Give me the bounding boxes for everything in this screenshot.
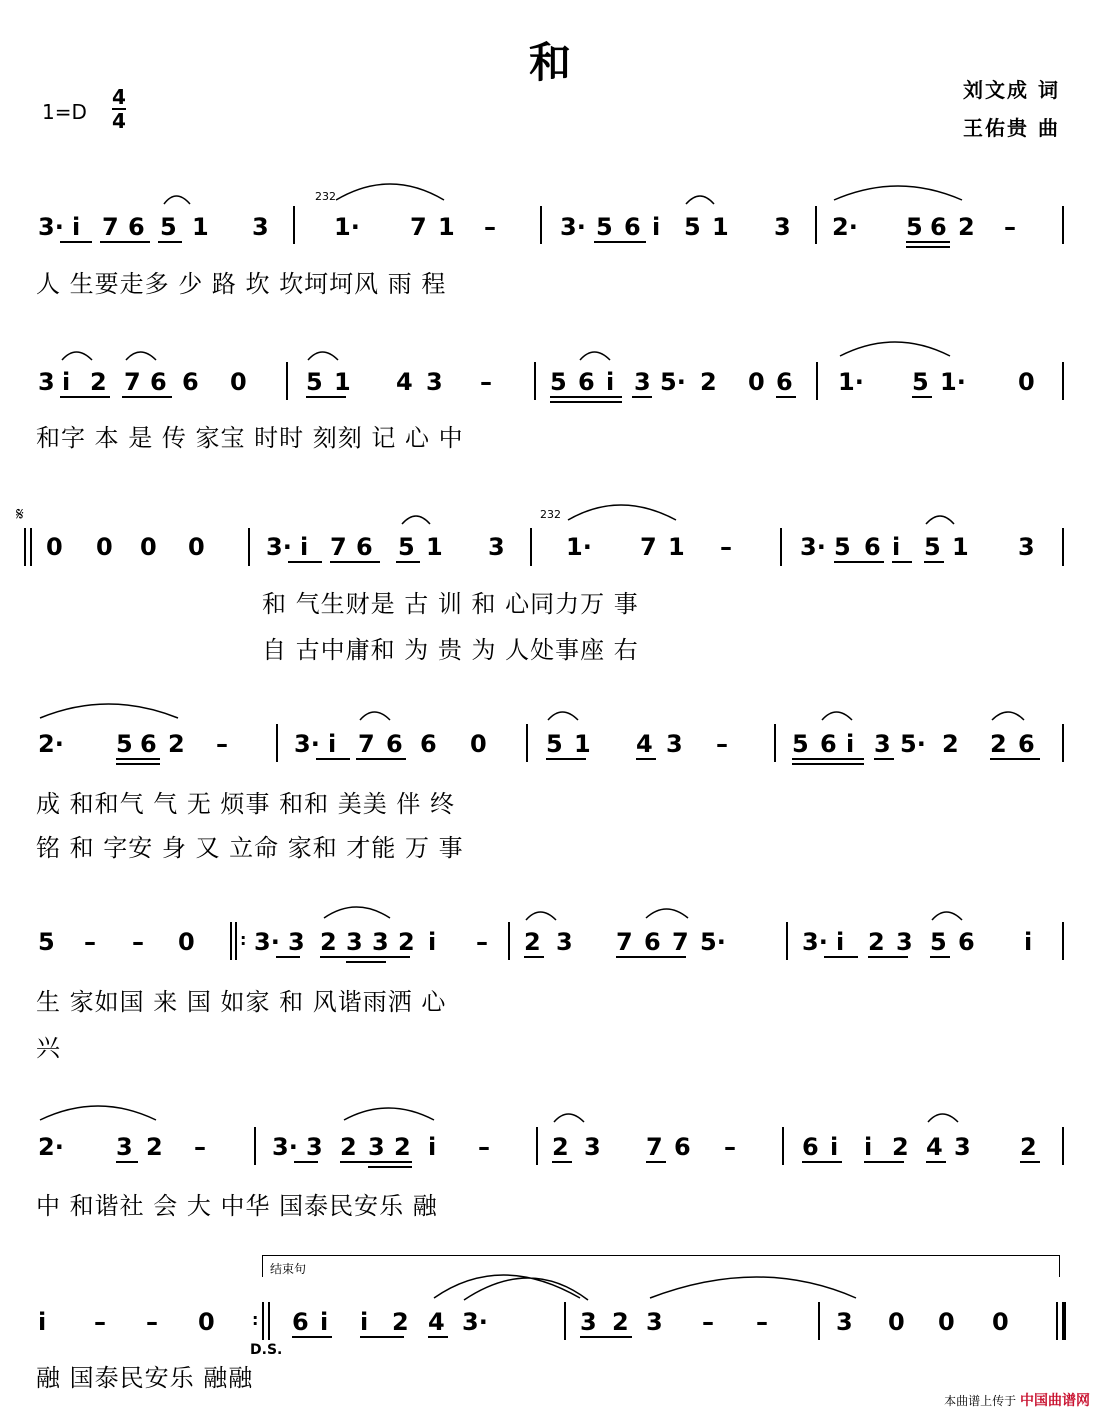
svg-text:3: 3 (896, 928, 913, 956)
svg-text:i: i (320, 1308, 329, 1336)
svg-text:6: 6 (386, 730, 403, 758)
svg-text:3: 3 (488, 533, 505, 561)
svg-text:3: 3 (774, 213, 791, 241)
svg-text:4: 4 (926, 1133, 943, 1161)
svg-text:5: 5 (912, 368, 929, 396)
svg-text:1: 1 (712, 213, 729, 241)
svg-text:2: 2 (700, 368, 717, 396)
svg-text:2: 2 (320, 928, 337, 956)
svg-text:i: i (328, 730, 337, 758)
svg-text:–: – (720, 533, 732, 561)
svg-text:1: 1 (426, 533, 443, 561)
svg-text:i: i (836, 928, 845, 956)
svg-text:2·: 2· (38, 1133, 64, 1161)
svg-text:3: 3 (666, 730, 683, 758)
site-logo-text[interactable]: 中国曲谱网 (1020, 1393, 1090, 1409)
svg-text:0: 0 (888, 1308, 905, 1336)
svg-text:–: – (702, 1308, 714, 1336)
svg-text:3·: 3· (38, 213, 64, 241)
lyricist-credit: 刘文成 词 (963, 78, 1060, 102)
svg-text:3: 3 (368, 1133, 385, 1161)
svg-text:i: i (428, 1133, 437, 1161)
svg-text:6: 6 (802, 1133, 819, 1161)
svg-text:2: 2 (990, 730, 1007, 758)
svg-text:3·: 3· (462, 1308, 488, 1336)
svg-text:0: 0 (992, 1308, 1009, 1336)
svg-text:6: 6 (674, 1133, 691, 1161)
svg-text:3·: 3· (266, 533, 292, 561)
svg-text:i: i (892, 533, 901, 561)
svg-text:1: 1 (192, 213, 209, 241)
svg-text:i: i (1024, 928, 1033, 956)
svg-text:5: 5 (116, 730, 133, 758)
svg-text:0: 0 (470, 730, 487, 758)
svg-text:i: i (300, 533, 309, 561)
svg-text:0: 0 (178, 928, 195, 956)
svg-text:1·: 1· (334, 213, 360, 241)
svg-text:7: 7 (410, 213, 427, 241)
svg-text:7: 7 (646, 1133, 663, 1161)
svg-text:5: 5 (930, 928, 947, 956)
svg-text:232: 232 (540, 508, 561, 521)
svg-text:2: 2 (958, 213, 975, 241)
svg-text:6: 6 (356, 533, 373, 561)
svg-text:3: 3 (288, 928, 305, 956)
svg-text:i: i (38, 1308, 47, 1336)
upload-footer (944, 1390, 1090, 1410)
svg-text:6: 6 (182, 368, 199, 396)
grace-note: 232 (315, 190, 336, 203)
svg-text:2: 2 (1020, 1133, 1037, 1161)
svg-text:4: 4 (396, 368, 413, 396)
svg-text:1: 1 (952, 533, 969, 561)
segno-sign: 𝄋 (16, 504, 24, 525)
svg-text:5·: 5· (700, 928, 726, 956)
row-2 (38, 342, 1064, 402)
svg-text:i: i (72, 213, 81, 241)
svg-text:3: 3 (634, 368, 651, 396)
svg-text:–: – (84, 928, 96, 956)
ds-label: D.S. (250, 1342, 283, 1358)
svg-text:7: 7 (616, 928, 633, 956)
svg-text:–: – (146, 1308, 158, 1336)
svg-text:i: i (606, 368, 615, 396)
svg-text:7: 7 (330, 533, 347, 561)
svg-text:1: 1 (668, 533, 685, 561)
svg-text:3: 3 (426, 368, 443, 396)
svg-text:2: 2 (942, 730, 959, 758)
svg-text:2: 2 (340, 1133, 357, 1161)
svg-text:3: 3 (874, 730, 891, 758)
lyrics-row-7: 融 国泰民安乐 融融 (36, 1364, 254, 1392)
key-signature: 1=D (42, 100, 87, 124)
svg-text:–: – (716, 730, 728, 758)
song-title: 和 (528, 38, 571, 87)
svg-text:i: i (846, 730, 855, 758)
svg-text:6: 6 (578, 368, 595, 396)
svg-text:5: 5 (906, 213, 923, 241)
svg-text:0: 0 (748, 368, 765, 396)
svg-text:3: 3 (372, 928, 389, 956)
svg-text:1: 1 (334, 368, 351, 396)
svg-text::: : (252, 1310, 259, 1329)
lyrics-row-5: 生 家如国 来 国 如家 和 风谐雨洒 心 (36, 988, 447, 1016)
row-1 (38, 184, 1064, 247)
svg-text:2: 2 (146, 1133, 163, 1161)
svg-text:1: 1 (574, 730, 591, 758)
svg-text:2: 2 (392, 1308, 409, 1336)
svg-text:3: 3 (38, 368, 55, 396)
svg-text:i: i (830, 1133, 839, 1161)
svg-text:2: 2 (612, 1308, 629, 1336)
lyrics-row-3-verse-1: 和 气生财是 古 训 和 心同力万 事 (262, 590, 639, 618)
lyrics-row-2: 和字 本 是 传 家宝 时时 刻刻 记 心 中 (36, 424, 464, 452)
svg-text:–: – (216, 730, 228, 758)
svg-text:6: 6 (1018, 730, 1035, 758)
svg-text:2: 2 (168, 730, 185, 758)
svg-text:3: 3 (556, 928, 573, 956)
svg-text:6: 6 (140, 730, 157, 758)
svg-text:3: 3 (584, 1133, 601, 1161)
svg-text:i: i (62, 368, 71, 396)
lyrics-row-1: 人 生要走多 少 路 坎 坎坷坷风 雨 程 (36, 270, 447, 298)
svg-text:2: 2 (394, 1133, 411, 1161)
svg-text:5: 5 (160, 213, 177, 241)
svg-text:3·: 3· (272, 1133, 298, 1161)
svg-text:–: – (724, 1133, 736, 1161)
svg-text:6: 6 (292, 1308, 309, 1336)
row-5 (38, 907, 1064, 962)
lyrics-row-6: 中 和谐社 会 大 中华 国泰民安乐 融 (36, 1192, 438, 1220)
svg-text:2: 2 (552, 1133, 569, 1161)
svg-text:2: 2 (524, 928, 541, 956)
lyrics-row-3-verse-2: 自 古中庸和 为 贵 为 人处事座 右 (262, 636, 639, 664)
svg-text:6: 6 (128, 213, 145, 241)
row-4 (38, 704, 1064, 764)
svg-text:5: 5 (834, 533, 851, 561)
svg-text:3: 3 (252, 213, 269, 241)
svg-text:3: 3 (954, 1133, 971, 1161)
svg-text:3: 3 (1018, 533, 1035, 561)
svg-text:1·: 1· (566, 533, 592, 561)
svg-text:i: i (864, 1133, 873, 1161)
svg-text:7: 7 (102, 213, 119, 241)
svg-text:0: 0 (230, 368, 247, 396)
time-sig-top: 4 (112, 85, 126, 109)
svg-text:5: 5 (684, 213, 701, 241)
svg-text:4: 4 (428, 1308, 445, 1336)
svg-text:5: 5 (306, 368, 323, 396)
svg-text:3: 3 (836, 1308, 853, 1336)
svg-text:–: – (756, 1308, 768, 1336)
svg-text:6: 6 (930, 213, 947, 241)
row-3 (16, 504, 1064, 566)
svg-text:6: 6 (624, 213, 641, 241)
svg-text:0: 0 (198, 1308, 215, 1336)
svg-text:5·: 5· (900, 730, 926, 758)
svg-text:2: 2 (868, 928, 885, 956)
svg-text:–: – (480, 368, 492, 396)
svg-text:5: 5 (38, 928, 55, 956)
svg-text:1·: 1· (940, 368, 966, 396)
svg-text:3·: 3· (802, 928, 828, 956)
lyrics-row-4-verse-2: 铭 和 字安 身 又 立命 家和 才能 万 事 (36, 834, 464, 862)
svg-text:–: – (94, 1308, 106, 1336)
svg-text:1: 1 (438, 213, 455, 241)
svg-text:6: 6 (150, 368, 167, 396)
svg-text:2: 2 (892, 1133, 909, 1161)
svg-text:3: 3 (306, 1133, 323, 1161)
svg-text:2: 2 (90, 368, 107, 396)
row-7 (38, 1255, 1066, 1340)
svg-text:3·: 3· (294, 730, 320, 758)
svg-text:7: 7 (124, 368, 141, 396)
svg-text::: : (240, 930, 247, 949)
svg-text:6: 6 (864, 533, 881, 561)
svg-text:i: i (652, 213, 661, 241)
svg-text:6: 6 (644, 928, 661, 956)
svg-text:3: 3 (580, 1308, 597, 1336)
composer-credit: 王佑贵 曲 (963, 116, 1060, 140)
svg-text:5: 5 (924, 533, 941, 561)
svg-text:2·: 2· (832, 213, 858, 241)
svg-text:7: 7 (672, 928, 689, 956)
svg-text:3·: 3· (560, 213, 586, 241)
svg-text:6: 6 (420, 730, 437, 758)
time-sig-bottom: 4 (112, 109, 126, 133)
svg-text:0: 0 (46, 533, 63, 561)
svg-text:3·: 3· (800, 533, 826, 561)
svg-text:–: – (476, 928, 488, 956)
svg-text:0: 0 (938, 1308, 955, 1336)
svg-text:7: 7 (640, 533, 657, 561)
svg-text:5: 5 (792, 730, 809, 758)
svg-text:5·: 5· (660, 368, 686, 396)
svg-text:0: 0 (1018, 368, 1035, 396)
footer-prefix: 本曲谱上传于 (944, 1394, 1017, 1408)
svg-text:6: 6 (776, 368, 793, 396)
svg-text:6: 6 (820, 730, 837, 758)
svg-text:–: – (1004, 213, 1016, 241)
svg-text:5: 5 (546, 730, 563, 758)
svg-text:4: 4 (636, 730, 653, 758)
svg-text:5: 5 (398, 533, 415, 561)
row-6 (38, 1106, 1064, 1167)
svg-text:7: 7 (358, 730, 375, 758)
svg-text:i: i (360, 1308, 369, 1336)
lyrics-row-4-verse-1: 成 和和气 气 无 烦事 和和 美美 伴 终 (36, 790, 456, 818)
svg-text:6: 6 (958, 928, 975, 956)
svg-text:i: i (428, 928, 437, 956)
svg-text:3·: 3· (254, 928, 280, 956)
svg-text:0: 0 (188, 533, 205, 561)
ending-label: 结束句 (270, 1262, 307, 1276)
svg-text:3: 3 (646, 1308, 663, 1336)
svg-text:2·: 2· (38, 730, 64, 758)
svg-text:–: – (478, 1133, 490, 1161)
svg-text:0: 0 (96, 533, 113, 561)
svg-text:2: 2 (398, 928, 415, 956)
lyrics-row-5-extra: 兴 (36, 1034, 61, 1062)
svg-text:–: – (484, 213, 496, 241)
svg-text:3: 3 (346, 928, 363, 956)
svg-text:–: – (194, 1133, 206, 1161)
svg-text:–: – (132, 928, 144, 956)
svg-text:5: 5 (596, 213, 613, 241)
svg-text:1·: 1· (838, 368, 864, 396)
svg-text:5: 5 (550, 368, 567, 396)
svg-text:0: 0 (140, 533, 157, 561)
svg-text:3: 3 (116, 1133, 133, 1161)
